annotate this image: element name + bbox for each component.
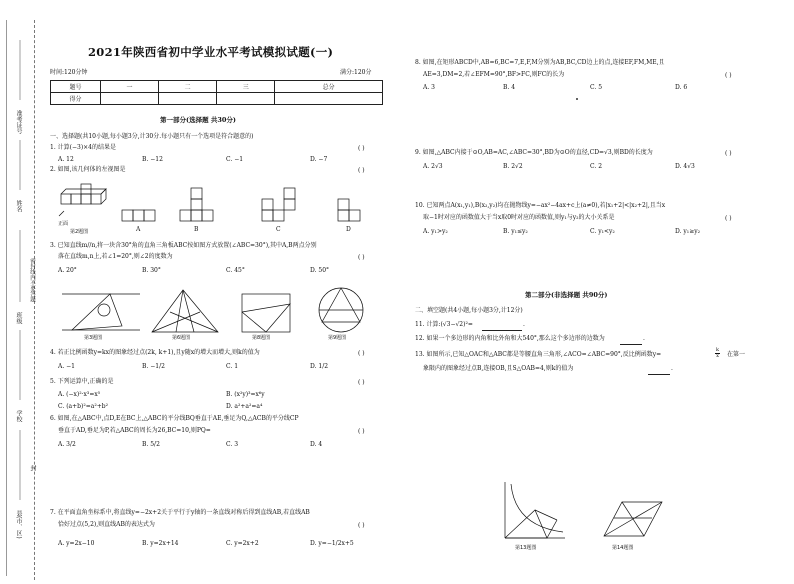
q12-blank-end: . [643,335,645,342]
q2-front-label: 正面 [58,221,69,227]
q2-solid-figure [56,186,116,226]
q1-option-b[interactable]: B. −12 [142,156,163,163]
q13-fraction [715,348,720,359]
q13-line1: 13. 如图所示,已知△OAC和△ABC都是等腰直角三角形,∠ACO=∠ABC=90°,反比例函数y= [415,351,662,358]
q10-option-c[interactable]: C. y₁<y₂ [590,228,615,235]
score-cell: 三 [217,81,275,93]
q10-option-b[interactable]: B. y₁≤y₂ [503,228,528,235]
q10-line1: 10. 已知两点A(x₁,y₁),B(x₂,y₂)均在抛物线y=−ax²−4ax+c上(a≠0),若|x₁+2|<|x₂+2|,且当x [415,202,666,209]
q2-option-c[interactable]: C [276,226,281,233]
q13-caption: 第13题图 [515,545,537,551]
q4-option-b[interactable]: B. −1/2 [142,363,165,370]
q5-option-d[interactable]: D. a²+a²=a⁴ [226,403,263,410]
q8-answer-paren[interactable]: ( ) [725,72,732,79]
binding-margin-line [6,20,7,576]
q7-option-b[interactable]: B. y=2x+14 [142,540,179,547]
part1-section: 一、选择题(共10小题,每小题3分,计30分.每小题只有一个选项是符合题意的) [50,133,254,140]
q1-option-c[interactable]: C. −1 [226,156,244,163]
q9-figure [312,286,370,334]
q8-option-c[interactable]: C. 5 [590,84,603,91]
q7-answer-paren[interactable]: ( ) [358,522,365,529]
q8-line2: AE=3,DM=2,若∠EFM=90°,BF>FC,则FC的长为 [423,71,565,78]
q2-option-b[interactable]: B [194,226,199,233]
q9-option-d[interactable]: D. 4√3 [675,163,695,170]
q2-answer-paren[interactable]: ( ) [358,167,365,174]
q6-option-d[interactable]: D. 4 [310,441,323,448]
q1-option-a[interactable]: A. 12 [58,156,74,163]
score-entry[interactable] [159,93,217,105]
q6-caption: 第6题图 [172,335,191,341]
score-cell: 二 [159,81,217,93]
q10-option-a[interactable]: A. y₁>y₂ [423,228,448,235]
exam-number-label: 准考证号 [15,110,22,134]
q13-blank[interactable] [648,374,670,375]
q8-figure [238,290,294,334]
score-table [50,80,383,105]
score-table-score-row [51,93,383,105]
q6-answer-paren[interactable]: ( ) [358,428,365,435]
q6-figure [150,288,220,334]
q1-stem: 1. 计算(−3)×4的结果是 [50,144,117,151]
q4-option-c[interactable]: C. 1 [226,363,239,370]
score-cell: 题号 [51,81,101,93]
q2-view-d[interactable] [338,198,378,228]
q13-fraction-numerator: k [716,347,720,353]
q1-answer-paren[interactable]: ( ) [358,145,365,152]
q13-line2: 象限内的图象经过点B,连接OB,且S△OAB=4,则k的值为 [423,365,574,372]
q9-option-a[interactable]: A. 2√3 [423,163,443,170]
q12-stem: 12. 如果一个多边形的内角和比外角和大540°,那么这个多边形的边数为 [415,335,605,342]
q2-view-b[interactable] [180,190,220,226]
q3-figure [62,286,140,334]
q2-view-c[interactable] [262,190,302,226]
q6-line1: 6. 如图,在△ABC中,点D,E在BC上,△ABC的平分线BQ垂直于AE,垂足为Q,△ACB的平分线CP [50,415,299,422]
q7-line2: 恰好过点(5,2),则直线AB的表达式为 [58,521,155,528]
q13-line1-tail: 在第一 [727,351,746,358]
q8-line1: 8. 如图,在矩形ABCD中,AB=6,BC=7,E,F,M分别为AB,BC,CD边上的点,连接EF,FM,ME,且 [415,59,665,66]
q3-option-a[interactable]: A. 20° [58,267,77,274]
q8-caption: 第8题图 [252,335,271,341]
seal-mark: 封 [29,465,36,471]
q13-figure [495,480,567,542]
q2-option-d[interactable]: D [346,226,351,233]
q2-stem: 2. 如图,该几何体的左视图是 [50,166,126,173]
q6-line2: 垂直于AD,垂足为P,若△ABC的周长为26,BC=10,则PQ= [58,427,211,434]
q14-caption: 第14题图 [612,545,634,551]
part1-heading: 第一部分(选择题 共30分) [160,116,236,124]
q2-view-a[interactable] [122,198,162,228]
q2-option-a[interactable]: A [136,226,141,233]
q11-blank-end: . [523,321,525,328]
q8-option-b[interactable]: B. 4 [503,84,516,91]
q5-stem: 5. 下列运算中,正确的是 [50,378,114,385]
q10-answer-paren[interactable]: ( ) [725,215,732,222]
part2-heading: 第二部分(非选择题 共90分) [525,291,608,299]
q3-line1: 3. 已知直线m//n,将一块含30°角的直角三角板ABC按如图方式放置(∠ABC=30°),其中A,B两点分别 [50,242,317,249]
q7-option-a[interactable]: A. y=2x−10 [58,540,95,547]
q8-option-d[interactable]: D. 6 [675,84,688,91]
score-table-header-row [51,81,383,93]
page-title: 2021年陕西省初中学业水平考试模拟试题(一) [88,45,334,59]
score-cell: 一 [101,81,159,93]
q5-option-b[interactable]: B. (x²y)³=x⁶y [226,391,265,398]
score-cell: 总分 [275,81,383,93]
q3-option-b[interactable]: B. 30° [142,267,161,274]
part2-section: 二、填空题(共4小题,每小题3分,计12分) [415,307,523,314]
q3-answer-paren[interactable]: ( ) [358,254,365,261]
q11-blank[interactable] [482,330,522,331]
q12-blank[interactable] [620,344,642,345]
q5-answer-paren[interactable]: ( ) [358,379,365,386]
q6-option-b[interactable]: B. 5/2 [142,441,160,448]
exam-time: 时间:120分钟 [50,69,88,76]
score-entry[interactable] [275,93,383,105]
stray-dot [576,98,578,100]
score-cell: 得分 [51,93,101,105]
q13-blank-end: . [671,365,673,372]
score-entry[interactable] [101,93,159,105]
q14-figure [596,498,666,542]
q3-line2: 落在直线m,n上,若∠1=20°,则∠2的度数为 [58,253,173,260]
q2-caption: 第2题图 [70,229,89,235]
q3-caption: 第3题图 [84,335,103,341]
q6-option-c[interactable]: C. 3 [226,441,239,448]
q8-option-a[interactable]: A. 3 [423,84,435,91]
q3-option-d[interactable]: D. 50° [310,267,330,274]
q1-option-d[interactable]: D. −7 [310,156,328,163]
class-label: 班级 [15,312,22,324]
score-entry[interactable] [217,93,275,105]
q5-option-c[interactable]: C. (a+b)²=a²+b² [58,403,109,410]
q4-option-d[interactable]: D. 1/2 [310,363,329,370]
county-label: 县(市、区) [15,510,22,539]
q5-option-a[interactable]: A. (−x)²·x³=x⁵ [58,391,101,398]
q9-option-b[interactable]: B. 2√2 [503,163,523,170]
school-label: 学校 [15,410,22,422]
q7-line1: 7. 在平面直角坐标系中,将直线y=−2x+2关于平行于y轴的一条直线对称后得到直线AB,若直线AB [50,509,310,516]
name-label: 姓名 [15,200,22,212]
q10-option-d[interactable]: D. y₁≥y₂ [675,228,701,235]
q7-option-c[interactable]: C. y=2x+2 [226,540,259,547]
full-score: 满分:120分 [340,69,372,76]
q3-option-c[interactable]: C. 45° [226,267,245,274]
q9-stem: 9. 如图,△ABC内接于⊙O,AB=AC,∠ABC=30°,BD为⊙O的直径,CD=√3,则BD的长度为 [415,149,653,156]
q11-stem: 11. 计算:(√3−√2)²= [415,321,473,328]
q13-fraction-denominator: x [716,353,719,359]
q4-option-a[interactable]: A. −1 [58,363,75,370]
q10-line2: 取−1时对应的函数值大于当x取0时对应的函数值,则y₁与y₂的大小关系是 [423,214,615,221]
q4-stem: 4. 若正比例函数y=kx的图象经过点(2k, k+1),且y随x的增大而增大,则k的值为 [50,349,260,356]
q9-answer-paren[interactable]: ( ) [725,150,732,157]
q9-option-c[interactable]: C. 2 [590,163,603,170]
q4-answer-paren[interactable]: ( ) [358,350,365,357]
q7-option-d[interactable]: D. y=−1/2x+5 [310,540,354,547]
seal-warning: 密封线内不要答题 [29,258,35,302]
q6-option-a[interactable]: A. 3/2 [58,441,76,448]
q9-caption: 第9题图 [328,335,347,341]
margin-blank-lines [10,40,30,580]
